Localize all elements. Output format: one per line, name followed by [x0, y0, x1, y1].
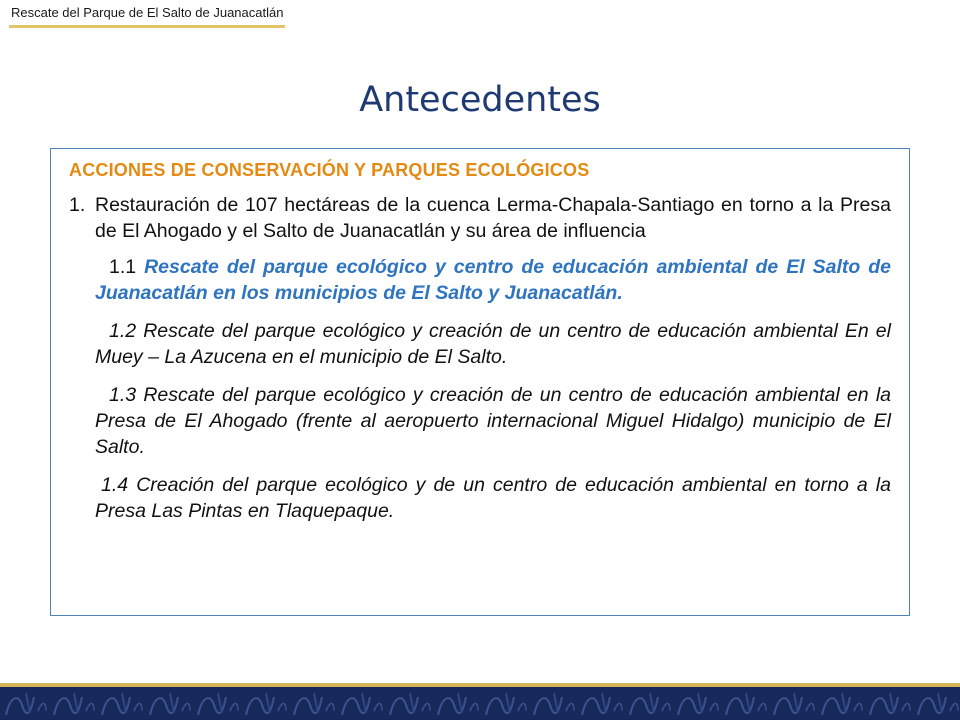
sub-item-text: Rescate del parque ecológico y creación de un centro de educación ambiental En el Muey – La Azucena en el municipio de El Salto.: [95, 320, 891, 368]
section-heading: ACCIONES DE CONSERVACIÓN Y PARQUES ECOLÓGICOS: [69, 160, 590, 180]
sub-item-number: 1.1: [109, 256, 137, 278]
list-item-1: [69, 192, 891, 244]
sub-item-text: Creación del parque ecológico y de un centro de educación ambiental en torno a la Presa Las Pintas en Tlaquepaque.: [95, 474, 891, 522]
sub-item-number: 1.3: [109, 384, 137, 406]
sub-item-1-4: [95, 472, 891, 524]
content-box: [50, 148, 910, 616]
header-tag: Rescate del Parque de El Salto de Juanacatlán: [9, 3, 285, 28]
item-number: 1.: [69, 194, 86, 216]
sub-item-number: 1.4: [101, 474, 129, 496]
sub-item-text: Rescate del parque ecológico y creación de un centro de educación ambiental en la Presa de El Ahogado (frente al aeropuerto internacional Miguel Hidalgo) municipio de El Salto.: [95, 384, 892, 458]
footer-band: [0, 683, 960, 720]
page-title: Antecedentes: [359, 80, 601, 120]
sub-item-1-2: [95, 318, 891, 370]
sub-item-number: 1.2: [109, 320, 137, 342]
footer-pattern-icon: [0, 687, 960, 720]
sub-item-1-1: [95, 254, 891, 306]
sub-item-text: Rescate del parque ecológico y centro de educación ambiental de El Salto de Juanacatlán en los municipios de El Salto y Juanacatlán.: [95, 256, 892, 304]
sub-item-1-3: [95, 382, 891, 460]
item-text: Restauración de 107 hectáreas de la cuenca Lerma-Chapala-Santiago en torno a la Presa de El Ahogado y el Salto de Juanacatlán y su área de influencia: [95, 194, 891, 242]
